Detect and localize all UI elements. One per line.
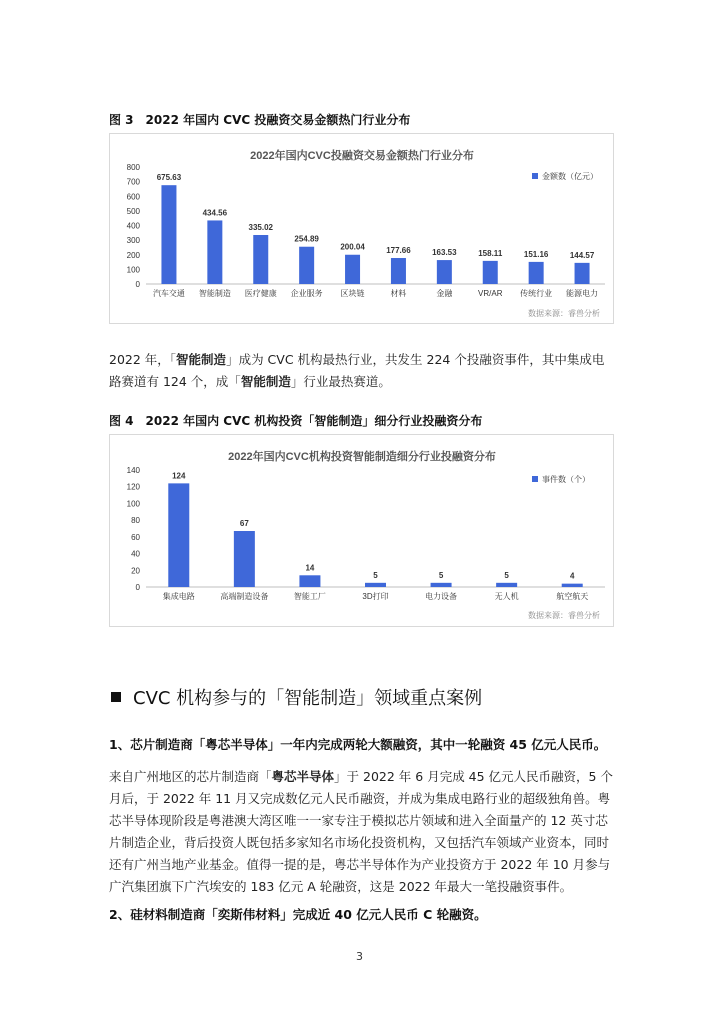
chart1-y-tick-label: 200: [126, 250, 140, 260]
case-1-body: [109, 766, 619, 898]
chart1-y-tick-label: 600: [126, 192, 140, 202]
chart2-x-tick-label: 航空航天: [556, 592, 589, 601]
chart2-x-tick-label: 智能工厂: [293, 592, 326, 601]
chart2-y-tick-label: 20: [131, 566, 140, 576]
chart1-y-tick-label: 0: [135, 280, 140, 289]
chart2-bar: [234, 531, 255, 587]
section-title: CVC 机构参与的「智能制造」领域重点案例: [133, 688, 483, 709]
text-run: 路赛道有 124 个，成「: [109, 374, 241, 389]
chart1-legend-swatch: [532, 173, 538, 179]
chart2-data-label: 5: [373, 570, 378, 580]
paragraph-line: 还有广州当地产业基金。值得一提的是，粤芯半导体作为产业投资方于 2022 年 10 月参与: [109, 857, 611, 872]
chart1-y-tick-label: 700: [126, 177, 140, 187]
chart2-data-label: 14: [305, 563, 315, 573]
chart1-data-label: 151.16: [523, 249, 549, 259]
chart2-chart-title: 2022年国内CVC机构投资智能制造细分行业投融资分布: [228, 451, 496, 463]
text-run-bold: 粤芯半导体: [271, 769, 335, 784]
chart1-x-tick-label: 区块链: [340, 289, 365, 298]
chart2-y-tick-label: 100: [126, 499, 140, 509]
text-run-bold: 智能制造: [240, 374, 291, 389]
chart1-bar: [345, 255, 360, 284]
chart2-bar: [562, 584, 583, 587]
chart2-legend-label: 事件数（个）: [542, 475, 590, 484]
chart2-y-tick-label: 60: [131, 532, 140, 542]
chart2-bar: [496, 583, 517, 587]
figure-3-caption: 图 3 2022 年国内 CVC 投融资交易金额热门行业分布: [109, 113, 411, 127]
chart2-data-label: 67: [239, 519, 249, 529]
text-run: 」于 2022 年 6 月完成 45 亿元人民币融资，5 个: [334, 769, 613, 784]
chart2-x-tick-label: 高端制造设备: [220, 592, 269, 601]
case-2-heading: 2、硅材料制造商「奕斯伟材料」完成近 40 亿元人民币 C 轮融资。: [109, 907, 487, 922]
chart2-data-label: 5: [504, 570, 509, 580]
chart1-chart-title: 2022年国内CVC投融资交易金额热门行业分布: [250, 150, 474, 162]
chart1-data-label: 158.11: [478, 248, 503, 258]
chart1-data-label: 144.57: [569, 250, 595, 260]
chart1-bar: [437, 260, 452, 284]
chart1-data-label: 177.66: [386, 246, 411, 256]
chart1-y-tick-label: 400: [126, 221, 140, 231]
case-1-heading: 1、芯片制造商「粤芯半导体」一年内完成两轮大额融资，其中一轮融资 45 亿元人民币。: [109, 737, 607, 752]
chart1-data-label: 200.04: [340, 242, 365, 252]
chart1-bar: [253, 235, 268, 284]
chart2-y-tick-label: 0: [135, 583, 140, 592]
chart1-bar: [391, 258, 406, 284]
chart2-bar: [431, 583, 452, 587]
chart-industry-amount-svg: [110, 134, 613, 323]
chart2-x-tick-label: 电力设备: [425, 592, 458, 601]
text-run: 来自广州地区的芯片制造商「: [109, 769, 272, 784]
chart1-x-tick-label: 企业服务: [290, 289, 323, 298]
chart2-bar: [168, 483, 189, 587]
chart1-y-tick-label: 800: [126, 163, 140, 172]
chart1-y-tick-label: 100: [126, 265, 140, 275]
chart1-x-tick-label: 材料: [390, 289, 407, 298]
paragraph-line: 月后，于 2022 年 11 月又完成数亿元人民币融资，并成为集成电路行业的超级独角兽。粤: [109, 791, 611, 806]
chart1-x-tick-label: VR/AR: [478, 289, 503, 298]
chart1-bar: [207, 220, 222, 284]
chart-smart-manufacturing-events: [109, 434, 614, 627]
chart1-bar: [299, 247, 314, 284]
figure-4-caption: 图 4 2022 年国内 CVC 机构投资「智能制造」细分行业投融资分布: [109, 414, 483, 428]
chart2-data-label: 124: [172, 471, 186, 481]
paragraph-line: 广汽集团旗下广汽埃安的 183 亿元 A 轮融资，这是 2022 年最大一笔投融资事件。: [109, 879, 573, 894]
chart2-data-label: 4: [569, 571, 575, 581]
chart1-x-tick-label: 汽车交通: [152, 289, 185, 298]
chart1-data-label: 254.89: [294, 234, 319, 244]
chart1-bar: [575, 263, 590, 284]
chart2-x-tick-label: 无人机: [494, 592, 519, 601]
chart1-bar: [161, 185, 176, 284]
chart2-y-tick-label: 40: [131, 549, 140, 559]
section-heading: [111, 684, 482, 710]
chart1-data-label: 163.53: [432, 248, 457, 258]
chart1-y-tick-label: 500: [126, 206, 140, 216]
chart1-bar: [529, 262, 544, 284]
square-bullet-icon: [111, 692, 121, 702]
chart1-y-tick-label: 300: [126, 236, 140, 246]
chart1-data-label: 434.56: [202, 208, 228, 218]
chart2-y-tick-label: 80: [131, 516, 140, 526]
chart2-source-note: 数据来源：睿兽分析: [528, 611, 600, 620]
chart1-x-tick-label: 传统行业: [520, 289, 553, 298]
chart2-y-tick-label: 140: [126, 466, 140, 475]
chart-smart-manufacturing-events-svg: [110, 435, 613, 626]
chart2-data-label: 5: [438, 570, 444, 580]
page-number: 3: [356, 950, 363, 963]
chart2-x-tick-label: 集成电路: [162, 592, 195, 601]
paragraph-line: [109, 766, 619, 788]
paragraph-line: 芯半导体现阶段是粤港澳大湾区唯一一家专注于模拟芯片领域和进入全面量产的 12 英寸芯: [109, 813, 608, 828]
chart2-x-tick-label: 3D打印: [362, 592, 389, 601]
chart1-x-tick-label: 智能制造: [198, 289, 231, 298]
chart2-y-tick-label: 120: [126, 482, 140, 492]
paragraph-line: [109, 371, 614, 393]
chart1-data-label: 675.63: [156, 173, 182, 183]
chart1-x-tick-label: 金融: [436, 289, 453, 298]
chart1-source-note: 数据来源：睿兽分析: [528, 309, 600, 318]
paragraph-line: [109, 349, 614, 371]
chart2-bar: [365, 583, 386, 587]
text-run: 」成为 CVC 机构最热行业，共发生 224 个投融资事件，其中集成电: [226, 352, 605, 367]
paragraph-smart-manufacturing: [109, 349, 614, 393]
chart2-legend-swatch: [532, 476, 538, 482]
chart1-bar: [483, 261, 498, 284]
chart1-legend-label: 金额数（亿元）: [542, 172, 598, 181]
chart1-x-tick-label: 能源电力: [566, 289, 599, 298]
chart-industry-amount: [109, 133, 614, 324]
chart2-bar: [299, 575, 320, 587]
chart1-data-label: 335.02: [248, 223, 273, 233]
text-run-bold: 智能制造: [176, 352, 227, 367]
text-run: 2022 年，「: [109, 352, 177, 367]
paragraph-line: 片制造企业，背后投资人既包括多家知名市场化投资机构，又包括汽车领域产业资本，同时: [109, 835, 610, 850]
text-run: 」行业最热赛道。: [290, 374, 391, 389]
chart1-x-tick-label: 医疗健康: [244, 289, 277, 298]
